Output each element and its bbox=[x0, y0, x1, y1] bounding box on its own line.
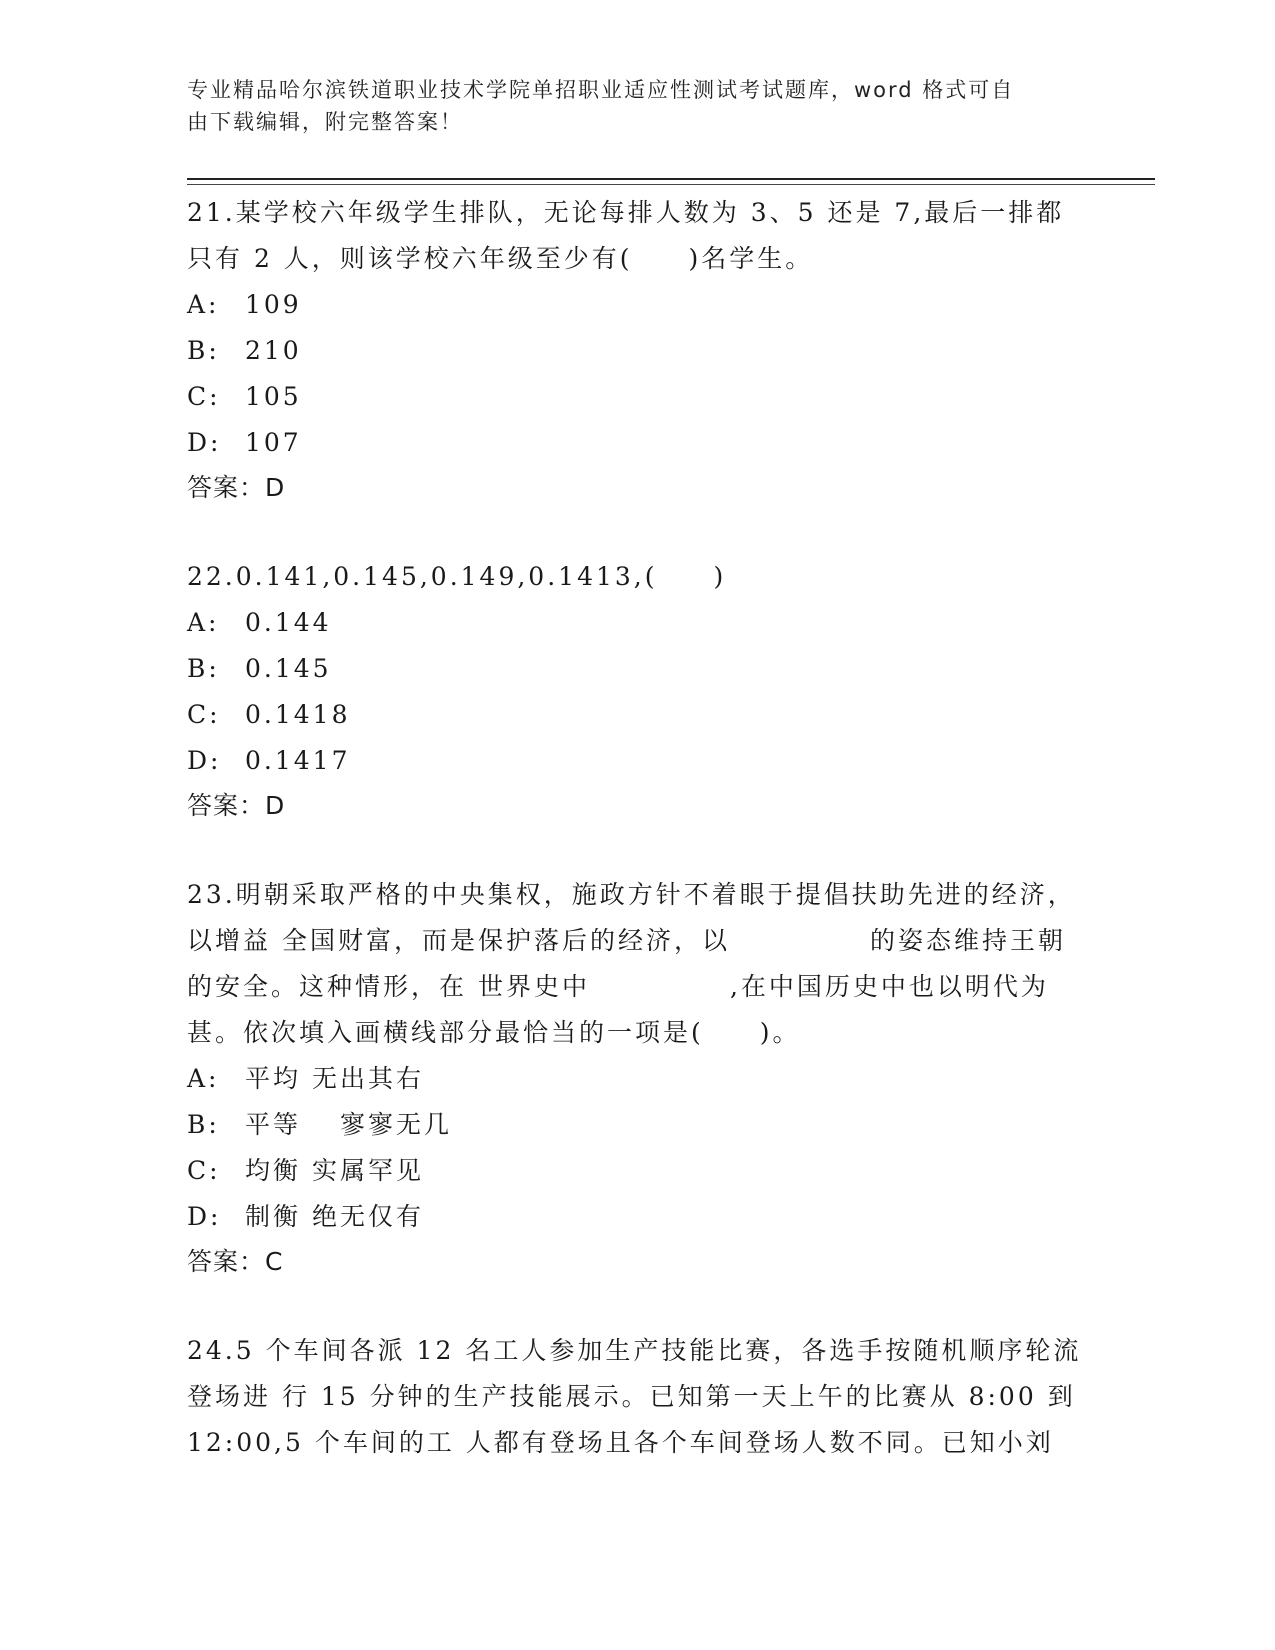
answer-line: 答案：D bbox=[187, 791, 286, 820]
option-text: 0.1417 bbox=[245, 746, 351, 775]
option-b bbox=[187, 1102, 1087, 1148]
option-text: 均衡 实属罕见 bbox=[245, 1156, 424, 1185]
question-stem: 23.明朝采取严格的中央集权，施政方针不着眼于提倡扶助先进的经济，以增益 全国财富，而是保护落后的经济，以 的姿态维持王朝的安全。这种情形，在 世界史中 ,在中国历史中也以明代为甚。依次填入画横线部分最恰当的一项是( )。 bbox=[187, 880, 1076, 1047]
option-text: 0.144 bbox=[245, 608, 332, 637]
question-stem: 21.某学校六年级学生排队，无论每排人数为 3、5 还是 7,最后一排都只有 2 人，则该学校六年级至少有( )名学生。 bbox=[187, 198, 1065, 273]
option-key: A: bbox=[187, 290, 220, 319]
answer-line: 答案：D bbox=[187, 473, 286, 502]
option-key: C: bbox=[187, 700, 221, 729]
document-header bbox=[187, 74, 1067, 138]
header-line-2: 由下载编辑，附完整答案！ bbox=[187, 110, 463, 134]
option-text: 107 bbox=[245, 428, 302, 457]
option-key: C: bbox=[187, 1156, 221, 1185]
question-spacer bbox=[187, 828, 1087, 872]
option-key: B: bbox=[187, 1110, 220, 1139]
question-spacer bbox=[187, 510, 1087, 554]
option-a bbox=[187, 282, 1087, 328]
option-b bbox=[187, 646, 1087, 692]
option-key: B: bbox=[187, 336, 220, 365]
option-text: 平均 无出其右 bbox=[245, 1064, 424, 1093]
option-text: 109 bbox=[245, 290, 302, 319]
option-a bbox=[187, 600, 1087, 646]
option-key: C: bbox=[187, 382, 221, 411]
question-spacer bbox=[187, 1284, 1087, 1328]
option-text: 105 bbox=[245, 382, 302, 411]
question-stem: 22.0.141,0.145,0.149,0.1413,( ) bbox=[187, 562, 727, 591]
option-key: A: bbox=[187, 608, 220, 637]
question-list bbox=[187, 190, 1087, 1466]
question-21 bbox=[187, 190, 1087, 510]
option-key: D: bbox=[187, 428, 222, 457]
option-key: D: bbox=[187, 746, 222, 775]
option-c bbox=[187, 1148, 1087, 1194]
option-text: 制衡 绝无仅有 bbox=[245, 1202, 424, 1231]
question-23 bbox=[187, 872, 1087, 1284]
option-a bbox=[187, 1056, 1087, 1102]
option-d bbox=[187, 738, 1087, 784]
option-text: 0.145 bbox=[245, 654, 332, 683]
header-divider-thick bbox=[187, 178, 1155, 180]
option-key: B: bbox=[187, 654, 220, 683]
question-22 bbox=[187, 554, 1087, 828]
option-key: D: bbox=[187, 1202, 222, 1231]
header-divider-thin bbox=[187, 184, 1155, 185]
option-d bbox=[187, 1194, 1087, 1240]
option-b bbox=[187, 328, 1087, 374]
option-text: 210 bbox=[245, 336, 302, 365]
answer-line: 答案：C bbox=[187, 1247, 284, 1276]
option-text: 平等 寥寥无几 bbox=[245, 1110, 452, 1139]
option-c bbox=[187, 374, 1087, 420]
question-stem: 24.5 个车间各派 12 名工人参加生产技能比赛，各选手按随机顺序轮流登场进 行 15 分钟的生产技能展示。已知第一天上午的比赛从 8:00 到 12:00,5 个车间的工 人都有登场且各个车间登场人数不同。已知小刘 bbox=[187, 1336, 1087, 1457]
header-line-1: 专业精品哈尔滨铁道职业技术学院单招职业适应性测试考试题库，word 格式可自 bbox=[187, 78, 1015, 102]
option-c bbox=[187, 692, 1087, 738]
question-24 bbox=[187, 1328, 1087, 1466]
option-key: A: bbox=[187, 1064, 220, 1093]
option-text: 0.1418 bbox=[245, 700, 351, 729]
option-d bbox=[187, 420, 1087, 466]
